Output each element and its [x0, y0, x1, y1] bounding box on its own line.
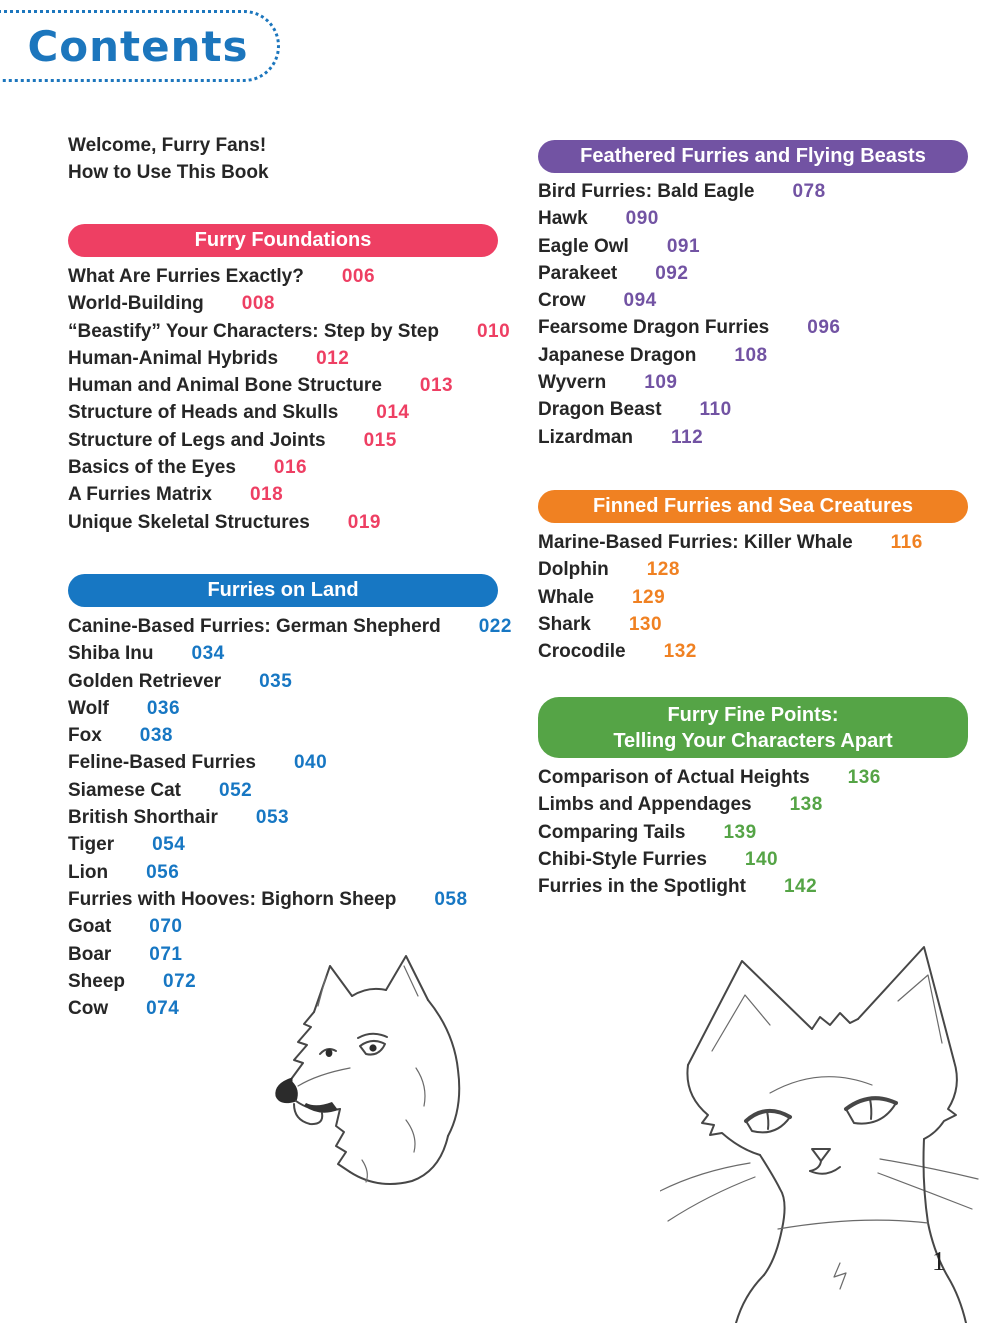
toc-item-page: 038: [139, 725, 173, 747]
toc-item-page: 136: [847, 767, 881, 788]
toc-item-page: 108: [734, 344, 768, 366]
dog-head-sketch: [266, 950, 468, 1190]
page-title: Contents: [27, 21, 249, 71]
toc-item-page: 052: [219, 779, 253, 801]
toc-item: [68, 318, 538, 345]
toc-item: [538, 205, 1000, 232]
toc-item-page: 138: [789, 794, 823, 816]
toc-item-label: Shiba Inu: [68, 643, 154, 665]
toc-item: [68, 722, 538, 749]
toc-item-label: Shark: [538, 613, 591, 635]
toc-item: [538, 529, 1000, 556]
toc-item-page: 129: [631, 586, 666, 608]
toc-item-page: 035: [259, 670, 293, 692]
toc-item-page: 056: [146, 861, 180, 883]
toc-item: [68, 777, 538, 804]
toc-item-label: What Are Furries Exactly?: [68, 266, 304, 287]
section-header-furries-on-land: [68, 574, 498, 607]
toc-item: [68, 804, 538, 831]
toc-item: [538, 314, 1000, 341]
section-header-furry-fine-points: [538, 697, 968, 758]
toc-item-label: Lion: [68, 861, 109, 883]
section-header-finned-furries: [538, 490, 968, 523]
toc-item-page: 078: [792, 181, 826, 202]
section-list-feathered-furries: [538, 178, 1000, 451]
toc-item: [538, 396, 1000, 423]
toc-item-page: 036: [146, 697, 181, 719]
toc-item-page: 070: [149, 916, 183, 938]
toc-item-page: 072: [163, 970, 197, 992]
toc-item-page: 132: [663, 641, 697, 663]
toc-item-label: Sheep: [68, 970, 126, 992]
toc-item-page: 140: [744, 848, 779, 870]
toc-item-label: Furries in the Spotlight: [538, 876, 746, 898]
folio-page-number: 1: [932, 1246, 946, 1276]
toc-item-label: A Furries Matrix: [68, 484, 212, 506]
toc-item-label: British Shorthair: [68, 807, 218, 829]
section-title: Furry Foundations: [194, 229, 372, 251]
toc-item-label: Japanese Dragon: [538, 344, 697, 366]
toc-item: [68, 399, 538, 426]
toc-item-label: Tiger: [68, 834, 115, 856]
toc-item-page: 139: [723, 821, 757, 843]
toc-item-page: 018: [249, 484, 284, 506]
section-title-line: Furry Fine Points:: [667, 703, 839, 726]
toc-item: [538, 178, 1000, 205]
section-list-furry-fine-points: [538, 764, 1000, 900]
section-list-furry-foundations: [68, 263, 538, 536]
toc-item: [538, 424, 1000, 451]
toc-item-label: Unique Skeletal Structures: [68, 511, 310, 533]
toc-item-label: Comparing Tails: [538, 821, 686, 843]
toc-item: [538, 846, 1000, 873]
toc-item: [68, 481, 538, 508]
toc-item-label: Chibi-Style Furries: [538, 848, 707, 870]
toc-item-page: 034: [191, 643, 225, 665]
toc-item-page: 053: [255, 807, 290, 829]
toc-item-label: Cow: [68, 998, 109, 1020]
toc-item-label: Lizardman: [538, 426, 634, 448]
section-list-finned-furries: [538, 529, 1000, 665]
section-header-furry-foundations: [68, 224, 498, 257]
toc-item-label: Comparison of Actual Heights: [538, 767, 810, 788]
section-title-line: Telling Your Characters Apart: [613, 729, 893, 752]
toc-item: [68, 749, 538, 776]
toc-item: [68, 913, 538, 940]
toc-item: [538, 791, 1000, 818]
toc-item: [538, 819, 1000, 846]
toc-item: [68, 290, 538, 317]
toc-item-page: 054: [152, 834, 186, 856]
toc-item-label: Hawk: [538, 208, 588, 230]
toc-item: [538, 764, 1000, 791]
toc-item: [68, 695, 538, 722]
toc-item-page: 006: [341, 266, 376, 287]
toc-item-page: 040: [293, 752, 328, 774]
toc-item: [68, 509, 538, 536]
toc-item-label: Human and Animal Bone Structure: [68, 375, 382, 397]
toc-item: [68, 427, 538, 454]
toc-item-label: Limbs and Appendages: [538, 794, 752, 816]
toc-item: [68, 886, 538, 913]
toc-item-label: Crow: [538, 290, 586, 312]
toc-item-page: 096: [807, 317, 841, 339]
section-title: Feathered Furries and Flying Beasts: [580, 145, 926, 167]
section-title: Finned Furries and Sea Creatures: [592, 495, 914, 517]
toc-item-label: Eagle Owl: [538, 235, 629, 257]
toc-item: [68, 831, 538, 858]
toc-item-page: 014: [376, 402, 410, 424]
toc-item: [538, 556, 1000, 583]
toc-item: [538, 584, 1000, 611]
toc-item: [538, 287, 1000, 314]
toc-item: [538, 342, 1000, 369]
intro-block: [68, 132, 269, 187]
toc-item: [68, 640, 538, 667]
toc-item: [68, 859, 538, 886]
toc-item-page: 016: [273, 457, 308, 479]
toc-item-label: Boar: [68, 943, 112, 965]
section-title: Furries on Land: [207, 579, 359, 601]
toc-item-label: Wyvern: [538, 372, 607, 394]
toc-item-label: Basics of the Eyes: [68, 457, 236, 479]
toc-item-label: Furries with Hooves: Bighorn Sheep: [68, 888, 397, 910]
intro-line: Welcome, Furry Fans!: [68, 135, 267, 156]
toc-item-page: 012: [316, 347, 350, 369]
toc-item-label: Bird Furries: Bald Eagle: [538, 181, 755, 202]
toc-item: [538, 260, 1000, 287]
toc-item-page: 109: [644, 372, 678, 394]
toc-item-label: Parakeet: [538, 262, 618, 284]
toc-item-label: Golden Retriever: [68, 670, 222, 692]
toc-item: [68, 454, 538, 481]
toc-item-label: Feline-Based Furries: [68, 752, 256, 774]
toc-item: [538, 369, 1000, 396]
toc-item-page: 110: [699, 399, 732, 421]
toc-item-label: Siamese Cat: [68, 779, 182, 801]
toc-item-label: Wolf: [68, 697, 109, 719]
toc-item: [538, 638, 1000, 665]
toc-item-page: 094: [623, 290, 657, 312]
toc-item-label: Structure of Heads and Skulls: [68, 402, 339, 424]
toc-item-page: 142: [783, 876, 818, 898]
toc-item-page: 010: [476, 320, 511, 342]
toc-item-page: 112: [671, 426, 704, 448]
toc-item: [68, 613, 538, 640]
toc-item-page: 074: [146, 998, 180, 1020]
toc-item-label: Whale: [538, 586, 594, 608]
toc-item-page: 090: [625, 208, 659, 230]
toc-item: [538, 233, 1000, 260]
toc-item-page: 015: [363, 429, 397, 451]
toc-item-label: Crocodile: [538, 641, 626, 663]
toc-item-label: Fearsome Dragon Furries: [538, 317, 770, 339]
intro-line: How to Use This Book: [68, 162, 269, 184]
toc-item-page: 130: [628, 613, 663, 635]
toc-item-page: 022: [478, 616, 512, 637]
toc-item-label: World-Building: [68, 293, 204, 315]
toc-item-label: Marine-Based Furries: Killer Whale: [538, 532, 853, 553]
toc-item-label: “Beastify” Your Characters: Step by Step: [68, 320, 439, 342]
toc-item-label: Dragon Beast: [538, 399, 662, 421]
toc-item-page: 128: [646, 559, 680, 581]
toc-item-label: Fox: [68, 725, 102, 747]
toc-item: [68, 372, 538, 399]
toc-item: [68, 345, 538, 372]
toc-item-label: Dolphin: [538, 559, 609, 581]
toc-item: [68, 668, 538, 695]
toc-item-label: Canine-Based Furries: German Shepherd: [68, 616, 441, 637]
toc-item-page: 013: [419, 375, 454, 397]
toc-item: [538, 873, 1000, 900]
toc-item-label: Human-Animal Hybrids: [68, 347, 279, 369]
toc-item-page: 092: [655, 262, 689, 284]
contents-title-box: [0, 10, 280, 82]
toc-item: [68, 263, 538, 290]
toc-item-page: 091: [666, 235, 701, 257]
toc-item-page: 071: [149, 943, 183, 965]
toc-item-page: 116: [890, 532, 923, 553]
toc-item: [538, 611, 1000, 638]
toc-item-label: Goat: [68, 916, 112, 938]
toc-item-page: 058: [434, 888, 468, 910]
toc-item-page: 019: [347, 511, 381, 533]
toc-item-label: Structure of Legs and Joints: [68, 429, 326, 451]
section-header-feathered-furries: [538, 140, 968, 173]
toc-item-page: 008: [241, 293, 275, 315]
